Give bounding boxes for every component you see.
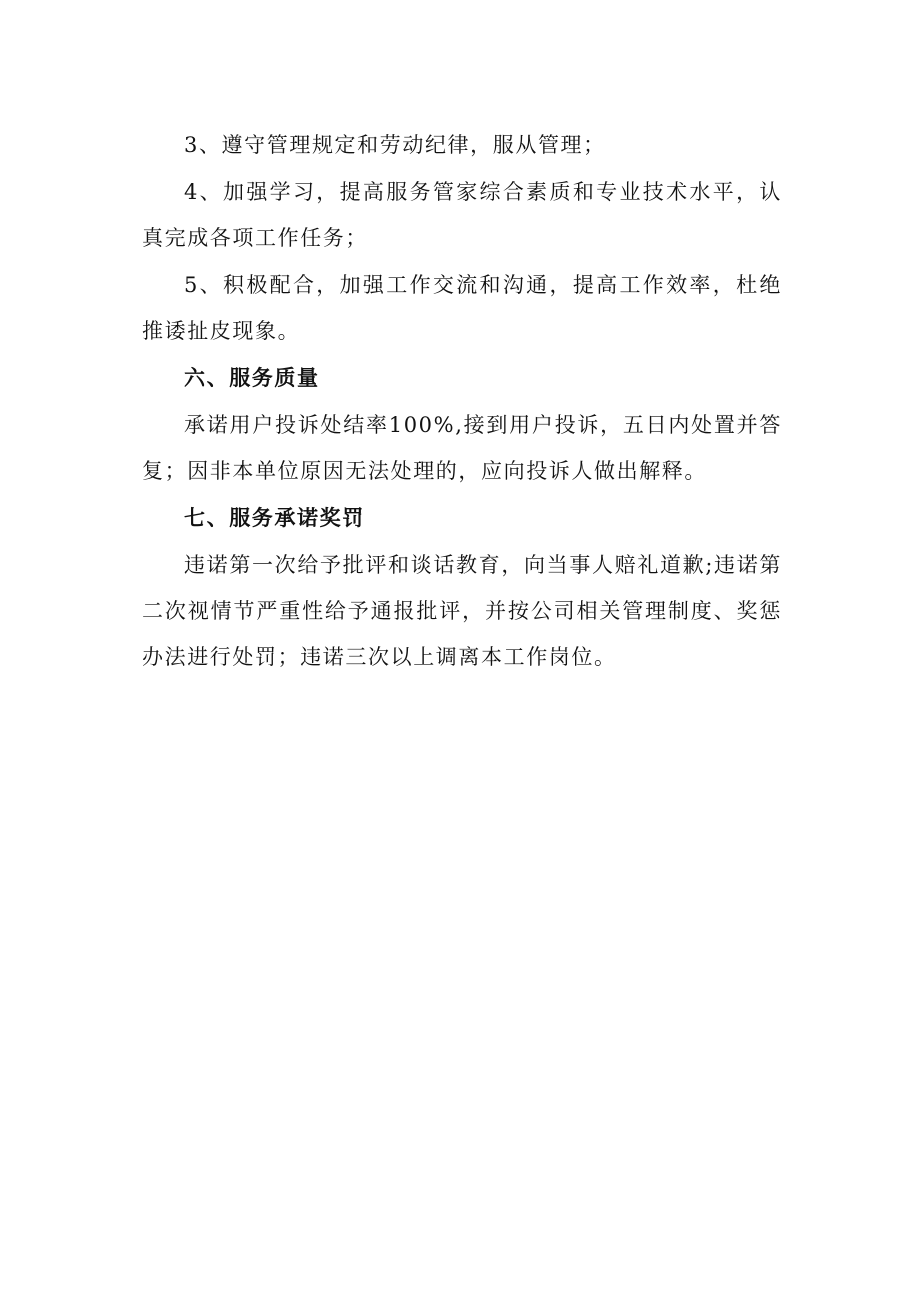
rule-item-5: 5、积极配合，加强工作交流和沟通，提高工作效率，杜绝推诿扯皮现象。 xyxy=(142,273,782,343)
section-heading-service-quality: 六、服务质量 xyxy=(184,366,320,390)
rewards-penalties-paragraph: 违诺第一次给予批评和谈话教育，向当事人赔礼道歉;违诺第二次视情节严重性给予通报批评，并按公司相关管理制度、奖惩办法进行处罚；违诺三次以上调离本工作岗位。 xyxy=(142,553,782,669)
rule-item-4: 4、加强学习，提高服务管家综合素质和专业技术水平，认真完成各项工作任务； xyxy=(142,180,782,250)
document-body xyxy=(142,122,782,681)
section-heading-rewards-penalties: 七、服务承诺奖罚 xyxy=(184,506,365,530)
service-quality-paragraph: 承诺用户投诉处结率100%,接到用户投诉，五日内处置并答复；因非本单位原因无法处理的，应向投诉人做出解释。 xyxy=(142,413,782,483)
rule-item-3: 3、遵守管理规定和劳动纪律，服从管理； xyxy=(184,133,606,157)
